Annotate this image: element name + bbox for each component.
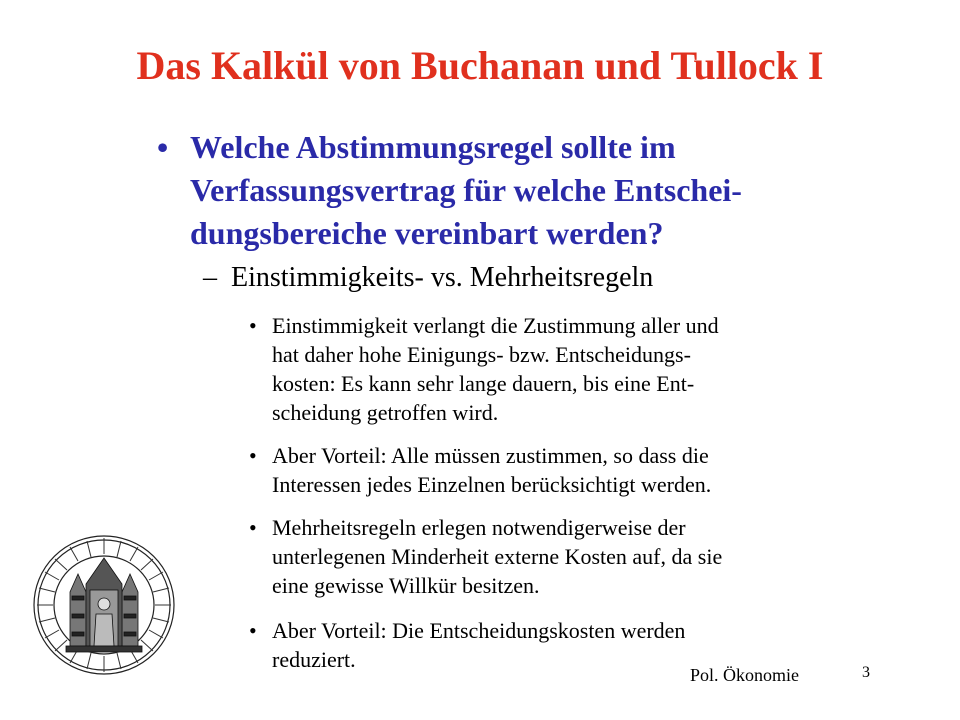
list-item-line: kosten: Es kann sehr lange dauern, bis eine Ent- [272, 371, 695, 396]
list-item-line: Aber Vorteil: Alle müssen zustimmen, so dass die [272, 443, 709, 468]
bullet-mark: • [249, 443, 257, 468]
bullet-mark: • [157, 129, 169, 165]
main-bullet-line: Verfassungsvertrag für welche Entschei- [190, 172, 742, 208]
list-item-line: reduziert. [272, 647, 356, 672]
list-item [249, 441, 839, 499]
sub-bullet-text: Einstimmigkeits- vs. Mehrheitsregeln [231, 262, 654, 293]
list-item-text [272, 441, 839, 499]
list-item-line: Aber Vorteil: Die Entscheidungskosten werden [272, 618, 686, 643]
university-seal-icon [32, 534, 176, 676]
dash-mark: – [203, 262, 217, 293]
main-bullet-line: Welche Abstimmungsregel sollte im [190, 129, 676, 165]
main-bullet [157, 126, 847, 255]
main-bullet-line: dungsbereiche vereinbart werden? [190, 215, 664, 251]
page-number: 3 [862, 664, 870, 681]
list-item [249, 513, 839, 600]
list-item [249, 311, 839, 427]
list-item-text [272, 311, 839, 427]
list-item-line: scheidung getroffen wird. [272, 400, 499, 425]
footer-label: Pol. Ökonomie [690, 665, 800, 685]
slide-title: Das Kalkül von Buchanan und Tullock I [136, 43, 824, 88]
list-item-line: hat daher hohe Einigungs- bzw. Entscheidungs- [272, 342, 691, 367]
bullet-mark: • [249, 313, 257, 338]
bullet-mark: • [249, 515, 257, 540]
list-item-text [272, 513, 839, 600]
main-bullet-text [190, 126, 847, 255]
list-item-line: Einstimmigkeit verlangt die Zustimmung aller und [272, 313, 719, 338]
list-item-line: eine gewisse Willkür besitzen. [272, 573, 540, 598]
list-item-line: unterlegenen Minderheit externe Kosten auf, da sie [272, 544, 723, 569]
bullet-mark: • [249, 618, 257, 643]
list-item-line: Mehrheitsregeln erlegen notwendigerweise der [272, 515, 686, 540]
list-item-line: Interessen jedes Einzelnen berücksichtigt werden. [272, 472, 712, 497]
sub-bullet [203, 261, 653, 295]
